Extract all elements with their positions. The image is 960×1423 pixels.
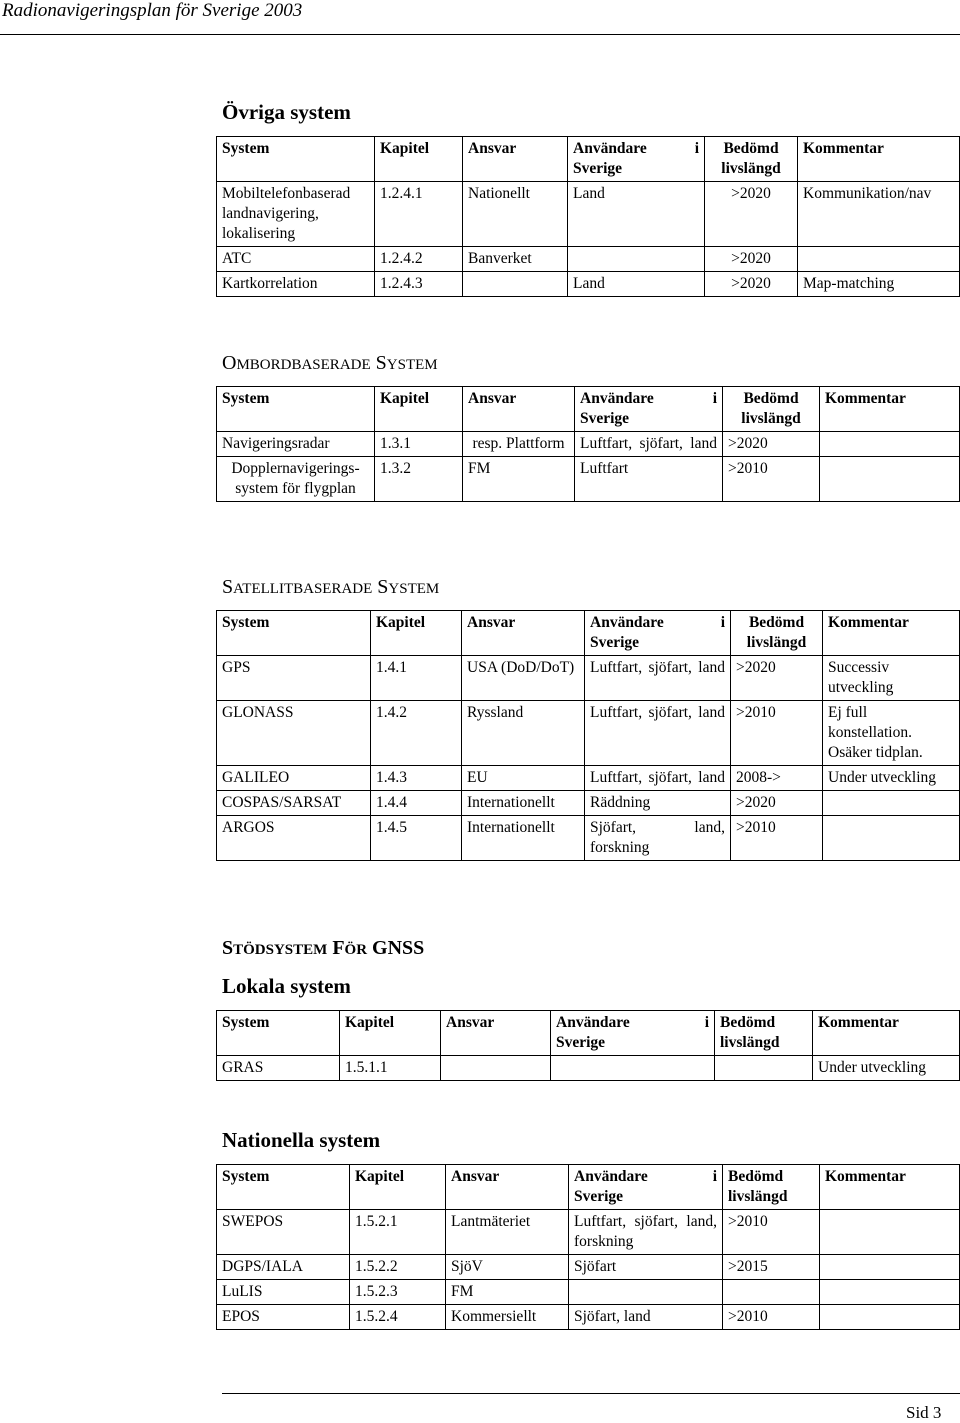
- table-header-row: [217, 1165, 960, 1210]
- cell-kommentar: Ej full konstellation. Osäker tidplan.: [823, 701, 960, 766]
- cell-livslangd: >2020: [705, 272, 798, 297]
- cell-livslangd: [715, 1056, 813, 1081]
- cell-anvandare: Luftfart, sjöfart, land: [575, 432, 723, 457]
- cell-kommentar: [820, 1280, 960, 1305]
- cell-livslangd: >2020: [731, 791, 823, 816]
- table-header-row: [217, 137, 960, 182]
- section-title-stod: STÖDSYSTEM FÖR GNSS: [222, 937, 425, 959]
- cell-ansvar: Kommersiellt: [446, 1305, 569, 1330]
- cell-ansvar: [463, 272, 568, 297]
- cell-anvandare: Luftfart, sjöfart, land: [585, 656, 731, 701]
- col-anvandare: Användare i Sverige: [575, 387, 723, 432]
- col-system: System: [217, 137, 375, 182]
- table-row: [217, 766, 960, 791]
- col-anvandare: Användare i Sverige: [551, 1011, 715, 1056]
- table-row: [217, 816, 960, 861]
- cell-kommentar: Map-matching: [798, 272, 960, 297]
- cell-system: GRAS: [217, 1056, 340, 1081]
- cell-kommentar: Under utveckling: [823, 766, 960, 791]
- cell-kapitel: 1.5.2.1: [350, 1210, 446, 1255]
- cell-kapitel: 1.5.2.3: [350, 1280, 446, 1305]
- table-row: [217, 1255, 960, 1280]
- cell-kapitel: 1.3.2: [375, 457, 463, 502]
- col-system: System: [217, 1165, 350, 1210]
- section-title-satellit: SATELLITBASERADE SYSTEM: [222, 576, 440, 598]
- cell-kommentar: [820, 1210, 960, 1255]
- col-kapitel: Kapitel: [350, 1165, 446, 1210]
- cell-kapitel: 1.4.1: [371, 656, 462, 701]
- cell-livslangd: >2010: [723, 1305, 820, 1330]
- table-row: [217, 1210, 960, 1255]
- cell-system: ATC: [217, 247, 375, 272]
- cell-kommentar: Kommunikation/nav: [798, 182, 960, 247]
- table-nationella: [216, 1164, 960, 1330]
- cell-kapitel: 1.5.2.4: [350, 1305, 446, 1330]
- cell-kapitel: 1.5.2.2: [350, 1255, 446, 1280]
- cell-system: GPS: [217, 656, 371, 701]
- table-row: [217, 1305, 960, 1330]
- cell-livslangd: >2010: [731, 816, 823, 861]
- cell-kommentar: [823, 791, 960, 816]
- table-row: [217, 272, 960, 297]
- cell-ansvar: Ryssland: [462, 701, 585, 766]
- cell-kommentar: Successiv utveckling: [823, 656, 960, 701]
- table-row: [217, 1056, 960, 1081]
- cell-kommentar: Under utveckling: [813, 1056, 960, 1081]
- cell-livslangd: [723, 1280, 820, 1305]
- cell-livslangd: >2010: [731, 701, 823, 766]
- cell-system: Navigeringsradar: [217, 432, 375, 457]
- cell-ansvar: EU: [462, 766, 585, 791]
- cell-livslangd: >2020: [731, 656, 823, 701]
- col-system: System: [217, 387, 375, 432]
- cell-system: Mobiltelefonbaserad landnavigering, lokalisering: [217, 182, 375, 247]
- cell-ansvar: FM: [463, 457, 575, 502]
- table-ombord: [216, 386, 960, 502]
- cell-anvandare: [569, 1280, 723, 1305]
- cell-livslangd: >2020: [705, 247, 798, 272]
- cell-system: ARGOS: [217, 816, 371, 861]
- table-header-row: [217, 1011, 960, 1056]
- cell-kapitel: 1.2.4.2: [375, 247, 463, 272]
- table-row: [217, 656, 960, 701]
- cell-anvandare: [551, 1056, 715, 1081]
- cell-system: Dopplernavigerings-system för flygplan: [217, 457, 375, 502]
- cell-livslangd: >2015: [723, 1255, 820, 1280]
- col-livslangd: Bedömd livslängd: [705, 137, 798, 182]
- table-row: [217, 182, 960, 247]
- section-title-ovriga: Övriga system: [222, 100, 351, 124]
- col-anvandare: Användare i Sverige: [585, 611, 731, 656]
- col-ansvar: Ansvar: [441, 1011, 551, 1056]
- col-ansvar: Ansvar: [463, 137, 568, 182]
- cell-ansvar: Internationellt: [462, 791, 585, 816]
- cell-anvandare: Räddning: [585, 791, 731, 816]
- table-satellit: [216, 610, 960, 861]
- col-kommentar: Kommentar: [813, 1011, 960, 1056]
- cell-ansvar: FM: [446, 1280, 569, 1305]
- document-title: Radionavigeringsplan för Sverige 2003: [2, 0, 303, 21]
- cell-anvandare: Sjöfart, land, forskning: [585, 816, 731, 861]
- table-row: [217, 791, 960, 816]
- cell-ansvar: [441, 1056, 551, 1081]
- cell-kommentar: [823, 816, 960, 861]
- cell-ansvar: Lantmäteriet: [446, 1210, 569, 1255]
- col-system: System: [217, 1011, 340, 1056]
- table-row: [217, 247, 960, 272]
- cell-ansvar: Banverket: [463, 247, 568, 272]
- header-rule: [0, 34, 960, 35]
- cell-anvandare: Land: [568, 182, 705, 247]
- subsection-title-nationella: Nationella system: [222, 1128, 381, 1152]
- col-ansvar: Ansvar: [462, 611, 585, 656]
- cell-anvandare: Sjöfart: [569, 1255, 723, 1280]
- cell-ansvar: resp. Plattform: [463, 432, 575, 457]
- col-kommentar: Kommentar: [820, 1165, 960, 1210]
- col-system: System: [217, 611, 371, 656]
- cell-kapitel: 1.4.4: [371, 791, 462, 816]
- cell-anvandare: Luftfart, sjöfart, land, forskning: [569, 1210, 723, 1255]
- col-kommentar: Kommentar: [820, 387, 960, 432]
- col-ansvar: Ansvar: [446, 1165, 569, 1210]
- cell-system: DGPS/IALA: [217, 1255, 350, 1280]
- cell-system: Kartkorrelation: [217, 272, 375, 297]
- cell-anvandare: Luftfart, sjöfart, land: [585, 766, 731, 791]
- cell-system: LuLIS: [217, 1280, 350, 1305]
- cell-kapitel: 1.2.4.3: [375, 272, 463, 297]
- table-row: [217, 701, 960, 766]
- cell-kapitel: 1.3.1: [375, 432, 463, 457]
- table-header-row: [217, 611, 960, 656]
- cell-system: COSPAS/SARSAT: [217, 791, 371, 816]
- cell-anvandare: [568, 247, 705, 272]
- cell-livslangd: >2010: [723, 457, 820, 502]
- cell-anvandare: Luftfart, sjöfart, land: [585, 701, 731, 766]
- cell-system: GALILEO: [217, 766, 371, 791]
- cell-anvandare: Land: [568, 272, 705, 297]
- footer-rule: [222, 1393, 960, 1394]
- cell-ansvar: USA (DoD/DoT): [462, 656, 585, 701]
- col-kapitel: Kapitel: [375, 137, 463, 182]
- col-livslangd: Bedömd livslängd: [723, 1165, 820, 1210]
- cell-kapitel: 1.5.1.1: [340, 1056, 441, 1081]
- col-kommentar: Kommentar: [823, 611, 960, 656]
- col-livslangd: Bedömd livslängd: [715, 1011, 813, 1056]
- table-ovriga: [216, 136, 960, 297]
- col-livslangd: Bedömd livslängd: [731, 611, 823, 656]
- col-anvandare: Användare i Sverige: [569, 1165, 723, 1210]
- col-anvandare: Användare i Sverige: [568, 137, 705, 182]
- cell-kommentar: [820, 1255, 960, 1280]
- col-kommentar: Kommentar: [798, 137, 960, 182]
- cell-ansvar: Internationellt: [462, 816, 585, 861]
- cell-system: GLONASS: [217, 701, 371, 766]
- table-row: [217, 432, 960, 457]
- cell-kapitel: 1.4.3: [371, 766, 462, 791]
- table-header-row: [217, 387, 960, 432]
- table-row: [217, 1280, 960, 1305]
- col-kapitel: Kapitel: [340, 1011, 441, 1056]
- cell-kapitel: 1.2.4.1: [375, 182, 463, 247]
- col-ansvar: Ansvar: [463, 387, 575, 432]
- cell-system: EPOS: [217, 1305, 350, 1330]
- cell-ansvar: SjöV: [446, 1255, 569, 1280]
- cell-livslangd: 2008->: [731, 766, 823, 791]
- table-row: [217, 457, 960, 502]
- cell-kommentar: [798, 247, 960, 272]
- cell-anvandare: Luftfart: [575, 457, 723, 502]
- col-kapitel: Kapitel: [375, 387, 463, 432]
- cell-livslangd: >2020: [723, 432, 820, 457]
- page-number: Sid 3: [906, 1403, 942, 1422]
- cell-livslangd: >2010: [723, 1210, 820, 1255]
- subsection-title-lokala: Lokala system: [222, 974, 351, 998]
- col-kapitel: Kapitel: [371, 611, 462, 656]
- cell-kommentar: [820, 1305, 960, 1330]
- table-lokala: [216, 1010, 960, 1081]
- col-livslangd: Bedömd livslängd: [723, 387, 820, 432]
- cell-system: SWEPOS: [217, 1210, 350, 1255]
- cell-kommentar: [820, 457, 960, 502]
- cell-livslangd: >2020: [705, 182, 798, 247]
- cell-anvandare: Sjöfart, land: [569, 1305, 723, 1330]
- cell-kommentar: [820, 432, 960, 457]
- cell-kapitel: 1.4.2: [371, 701, 462, 766]
- cell-kapitel: 1.4.5: [371, 816, 462, 861]
- page-header: [0, 0, 960, 36]
- section-title-ombord: OMBORDBASERADE SYSTEM: [222, 352, 438, 374]
- cell-ansvar: Nationellt: [463, 182, 568, 247]
